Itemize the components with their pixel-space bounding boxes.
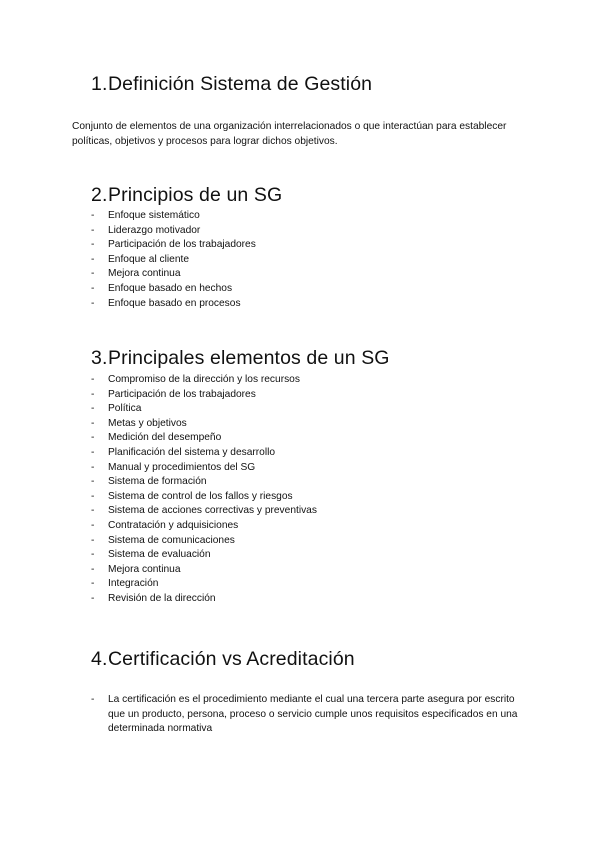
bullet-dash: - <box>91 490 95 502</box>
list-item <box>91 461 317 476</box>
bullet-dash: - <box>91 253 95 265</box>
list-item-text: Metas y objetivos <box>108 417 187 429</box>
list-item-text: Contratación y adquisiciones <box>108 519 239 531</box>
list-item-text: Mejora continua <box>108 268 181 280</box>
bullet-dash: - <box>91 563 95 575</box>
list-item <box>91 519 317 534</box>
bullet-dash: - <box>91 417 95 429</box>
bullet-dash: - <box>91 592 95 604</box>
list-item-text: Medición del desempeño <box>108 432 222 444</box>
list-item-text: Mejora continua <box>108 563 181 575</box>
list-item <box>91 209 256 224</box>
list-item <box>91 548 317 563</box>
list-item <box>91 693 522 737</box>
list-item <box>91 388 317 403</box>
section-1-heading <box>91 73 372 96</box>
bullet-dash: - <box>91 549 95 561</box>
list-item-text: Sistema de evaluación <box>108 549 211 561</box>
list-item-text: Planificación del sistema y desarrollo <box>108 446 276 458</box>
bullet-dash: - <box>91 403 95 415</box>
list-item <box>91 297 256 312</box>
section-4-heading <box>91 648 355 671</box>
list-item <box>91 238 256 253</box>
list-item <box>91 431 317 446</box>
bullet-dash: - <box>91 268 95 280</box>
list-item-text: Manual y procedimientos del SG <box>108 461 256 473</box>
section-4-list <box>91 693 522 737</box>
list-item <box>91 504 317 519</box>
section-1-title: Definición Sistema de Gestión <box>108 73 373 95</box>
bullet-dash: - <box>91 694 95 705</box>
section-2-heading <box>91 184 282 207</box>
list-item <box>91 563 317 578</box>
list-item <box>91 446 317 461</box>
list-item <box>91 577 317 592</box>
bullet-dash: - <box>91 461 95 473</box>
list-item <box>91 224 256 239</box>
section-4-title: Certificación vs Acreditación <box>108 648 355 670</box>
list-item <box>91 402 317 417</box>
list-item-text: Sistema de acciones correctivas y preventivas <box>108 505 317 517</box>
list-item <box>91 282 256 297</box>
section-2-list <box>91 209 256 311</box>
list-item <box>91 373 317 388</box>
list-item-text: Enfoque basado en procesos <box>108 297 241 309</box>
section-2-number: 2. <box>91 184 108 206</box>
bullet-dash: - <box>91 534 95 546</box>
list-item-text: Compromiso de la dirección y los recursos <box>108 374 300 385</box>
list-item-text: Revisión de la dirección <box>108 592 216 604</box>
list-item <box>91 267 256 282</box>
list-item-text: Participación de los trabajadores <box>108 388 256 400</box>
section-1-number: 1. <box>91 73 108 95</box>
bullet-dash: - <box>91 505 95 517</box>
bullet-dash: - <box>91 476 95 488</box>
section-3-list <box>91 373 317 607</box>
section-2-title: Principios de un SG <box>108 184 283 206</box>
list-item <box>91 417 317 432</box>
list-item <box>91 253 256 268</box>
section-3-number: 3. <box>91 347 108 369</box>
section-4-number: 4. <box>91 648 108 670</box>
section-3-title: Principales elementos de un SG <box>108 347 390 369</box>
bullet-dash: - <box>91 210 95 221</box>
list-item-text: Sistema de formación <box>108 476 207 488</box>
bullet-dash: - <box>91 388 95 400</box>
list-item-text: Enfoque al cliente <box>108 253 189 265</box>
bullet-dash: - <box>91 578 95 590</box>
bullet-dash: - <box>91 282 95 294</box>
bullet-dash: - <box>91 519 95 531</box>
list-item <box>91 534 317 549</box>
list-item-text: Sistema de comunicaciones <box>108 534 235 546</box>
list-item-text: Enfoque sistemático <box>108 210 200 221</box>
bullet-dash: - <box>91 297 95 309</box>
bullet-dash: - <box>91 432 95 444</box>
bullet-dash: - <box>91 239 95 251</box>
section-3-heading <box>91 347 390 370</box>
bullet-dash: - <box>91 446 95 458</box>
list-item <box>91 490 317 505</box>
list-item-text: La certificación es el procedimiento mediante el cual una tercera parte asegura por escrito que un producto, persona, proceso o servicio cumple unos requisitos especificados en una determinada normativa <box>108 694 518 735</box>
list-item-text: Participación de los trabajadores <box>108 239 256 251</box>
bullet-dash: - <box>91 374 95 385</box>
list-item-text: Integración <box>108 578 159 590</box>
list-item-text: Liderazgo motivador <box>108 224 201 236</box>
bullet-dash: - <box>91 224 95 236</box>
list-item-text: Enfoque basado en hechos <box>108 282 233 294</box>
list-item <box>91 475 317 490</box>
list-item <box>91 592 317 607</box>
list-item-text: Política <box>108 403 142 415</box>
list-item-text: Sistema de control de los fallos y riesgos <box>108 490 293 502</box>
section-1-paragraph: Conjunto de elementos de una organización interrelacionados o que interactúan para establecer políticas, objetivos y procesos para lograr dichos objetivos. <box>72 121 507 147</box>
